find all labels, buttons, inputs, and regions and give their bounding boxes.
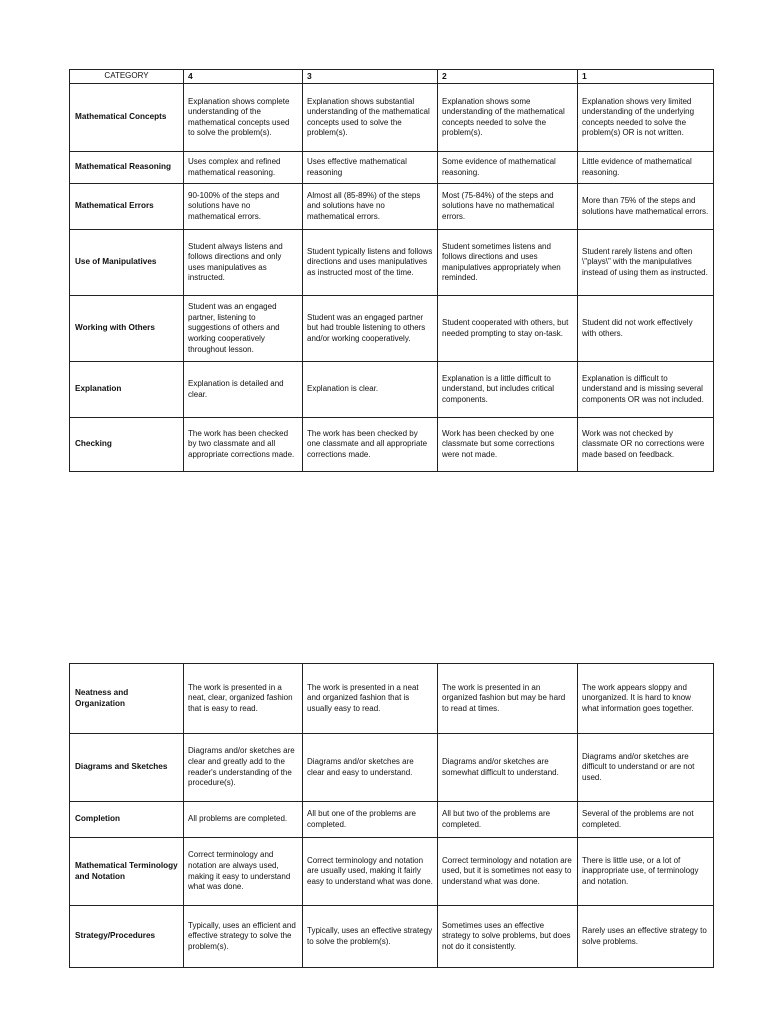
row-category: Neatness and Organization: [70, 664, 184, 734]
score-2-cell: Correct terminology and notation are used, but it is sometimes not easy to understand what was done.: [438, 838, 578, 906]
score-3-cell: Explanation is clear.: [303, 362, 438, 418]
category-header: CATEGORY: [70, 70, 184, 84]
table-row: [70, 184, 714, 230]
score-1-cell: Explanation shows very limited understanding of the underlying concepts needed to solve the problem(s) OR is not written.: [578, 84, 714, 152]
table-row: [70, 296, 714, 362]
score-3-cell: Student typically listens and follows directions and uses manipulatives as instructed most of the time.: [303, 230, 438, 296]
score-1-cell: Student rarely listens and often \"plays\" with the manipulatives instead of using them as instructed.: [578, 230, 714, 296]
score-1-cell: Explanation is difficult to understand and is missing several components OR was not included.: [578, 362, 714, 418]
table-row: [70, 152, 714, 184]
score-4-cell: Student was an engaged partner, listening to suggestions of others and working cooperatively throughout lesson.: [184, 296, 303, 362]
score-3-cell: Student was an engaged partner but had trouble listening to others and/or working cooperatively.: [303, 296, 438, 362]
score-2-cell: Diagrams and/or sketches are somewhat difficult to understand.: [438, 734, 578, 802]
score-3-cell: All but one of the problems are completed.: [303, 802, 438, 838]
score-header-1: 1: [578, 70, 714, 84]
row-category: Completion: [70, 802, 184, 838]
score-4-cell: Diagrams and/or sketches are clear and greatly add to the reader's understanding of the procedure(s).: [184, 734, 303, 802]
score-4-cell: The work is presented in a neat, clear, organized fashion that is easy to read.: [184, 664, 303, 734]
score-3-cell: Correct terminology and notation are usually used, making it fairly easy to understand what was done.: [303, 838, 438, 906]
score-4-cell: Correct terminology and notation are always used, making it easy to understand what was done.: [184, 838, 303, 906]
score-2-cell: Sometimes uses an effective strategy to solve problems, but does not do it consistently.: [438, 906, 578, 968]
rubric-table-1: [69, 69, 714, 472]
score-4-cell: 90-100% of the steps and solutions have no mathematical errors.: [184, 184, 303, 230]
row-category: Mathematical Terminology and Notation: [70, 838, 184, 906]
score-2-cell: Work has been checked by one classmate but some corrections were not made.: [438, 418, 578, 472]
row-category: Working with Others: [70, 296, 184, 362]
score-1-cell: Little evidence of mathematical reasoning.: [578, 152, 714, 184]
score-3-cell: Uses effective mathematical reasoning: [303, 152, 438, 184]
score-2-cell: Some evidence of mathematical reasoning.: [438, 152, 578, 184]
score-3-cell: The work has been checked by one classmate and all appropriate corrections made.: [303, 418, 438, 472]
score-4-cell: Uses complex and refined mathematical reasoning.: [184, 152, 303, 184]
score-3-cell: The work is presented in a neat and organized fashion that is usually easy to read.: [303, 664, 438, 734]
table-row: [70, 230, 714, 296]
score-1-cell: There is little use, or a lot of inappropriate use, of terminology and notation.: [578, 838, 714, 906]
table-row: [70, 664, 714, 734]
row-category: Diagrams and Sketches: [70, 734, 184, 802]
score-4-cell: Typically, uses an efficient and effective strategy to solve the problem(s).: [184, 906, 303, 968]
table-row: [70, 802, 714, 838]
score-4-cell: Student always listens and follows directions and only uses manipulatives as instructed.: [184, 230, 303, 296]
score-4-cell: Explanation is detailed and clear.: [184, 362, 303, 418]
table-row: [70, 838, 714, 906]
row-category: Mathematical Errors: [70, 184, 184, 230]
score-2-cell: Explanation is a little difficult to understand, but includes critical components.: [438, 362, 578, 418]
score-2-cell: Most (75-84%) of the steps and solutions have no mathematical errors.: [438, 184, 578, 230]
score-1-cell: Several of the problems are not completed.: [578, 802, 714, 838]
score-3-cell: Explanation shows substantial understanding of the mathematical concepts used to solve the problem(s).: [303, 84, 438, 152]
score-2-cell: All but two of the problems are completed.: [438, 802, 578, 838]
score-3-cell: Typically, uses an effective strategy to solve the problem(s).: [303, 906, 438, 968]
row-category: Explanation: [70, 362, 184, 418]
score-4-cell: Explanation shows complete understanding of the mathematical concepts used to solve the problem(s).: [184, 84, 303, 152]
score-2-cell: Student cooperated with others, but needed prompting to stay on-task.: [438, 296, 578, 362]
score-1-cell: The work appears sloppy and unorganized. It is hard to know what information goes together.: [578, 664, 714, 734]
header-row: [70, 70, 714, 84]
row-category: Mathematical Concepts: [70, 84, 184, 152]
score-1-cell: Student did not work effectively with others.: [578, 296, 714, 362]
score-1-cell: Rarely uses an effective strategy to solve problems.: [578, 906, 714, 968]
table-row: [70, 734, 714, 802]
score-2-cell: The work is presented in an organized fashion but may be hard to read at times.: [438, 664, 578, 734]
row-category: Strategy/Procedures: [70, 906, 184, 968]
score-4-cell: The work has been checked by two classmate and all appropriate corrections made.: [184, 418, 303, 472]
table-row: [70, 362, 714, 418]
score-2-cell: Explanation shows some understanding of the mathematical concepts needed to solve the problem(s).: [438, 84, 578, 152]
score-1-cell: Diagrams and/or sketches are difficult to understand or are not used.: [578, 734, 714, 802]
score-2-cell: Student sometimes listens and follows directions and uses manipulatives appropriately when reminded.: [438, 230, 578, 296]
score-1-cell: Work was not checked by classmate OR no corrections were made based on feedback.: [578, 418, 714, 472]
score-1-cell: More than 75% of the steps and solutions have mathematical errors.: [578, 184, 714, 230]
table-row: [70, 84, 714, 152]
score-3-cell: Diagrams and/or sketches are clear and easy to understand.: [303, 734, 438, 802]
row-category: Mathematical Reasoning: [70, 152, 184, 184]
score-header-2: 2: [438, 70, 578, 84]
score-4-cell: All problems are completed.: [184, 802, 303, 838]
score-3-cell: Almost all (85-89%) of the steps and solutions have no mathematical errors.: [303, 184, 438, 230]
table-row: [70, 906, 714, 968]
score-header-3: 3: [303, 70, 438, 84]
score-header-4: 4: [184, 70, 303, 84]
row-category: Checking: [70, 418, 184, 472]
table-row: [70, 418, 714, 472]
row-category: Use of Manipulatives: [70, 230, 184, 296]
rubric-table-2: [69, 663, 714, 968]
